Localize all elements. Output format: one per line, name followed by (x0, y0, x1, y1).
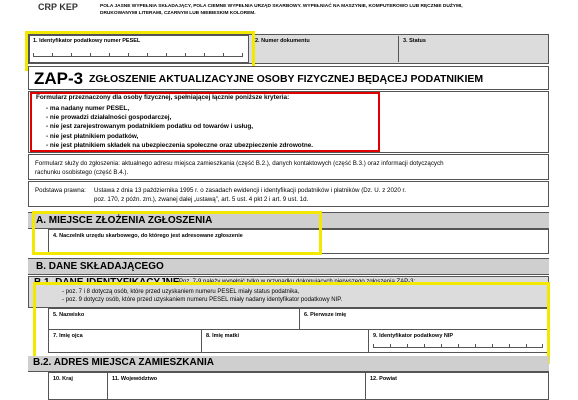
nip-label: 9. Identyfikator podatkowy NIP (373, 333, 454, 339)
title-row (28, 66, 549, 90)
section-b1-bullet-2: - poz. 9 dotyczy osób, które przed uzyskaniem numeru PESEL miały nadany identyfikator podatkowy NIP. (62, 297, 343, 303)
document-number-label: 2. Numer dokumentu (255, 38, 310, 44)
first-name-label: 6. Pierwsze imię (304, 312, 347, 318)
legal-basis-line-2: poz. 170, z późn. zm.), zwanej dalej „ustawą”, art. 5 ust. 4 pkt 2 i art. 9 ust. 1d. (94, 196, 309, 203)
status-label: 3. Status (403, 38, 426, 44)
section-b1-bullet-1: - poz. 7 i 8 dotyczą osób, które przed uzyskaniem numeru PESEL miały status podatnika, (62, 289, 300, 295)
pesel-field-label: 1. Identyfikator podatkowy numer PESEL (33, 38, 141, 44)
form-header (28, 2, 548, 34)
criteria-intro: Formularz przeznaczony dla osoby fizycznej, spełniającej łącznie poniższe kryteria: (36, 94, 290, 101)
instructions-line-1: POLA JASNE WYPEŁNIA SKŁADAJĄCY, POLA CIEMNE WYPEŁNIA URZĄD SKARBOWY. WYPEŁNIAĆ NA MASZYNIE, KOMPUTEROWO LUB RĘCZNIE DUŻYMI, (100, 4, 463, 9)
legal-basis-block (28, 181, 549, 207)
father-name-label: 7. Imię ojca (53, 333, 83, 339)
criteria-list (46, 104, 313, 150)
highlight-pesel (25, 31, 255, 71)
county-field[interactable] (365, 372, 549, 400)
document-number-field (252, 36, 397, 62)
legal-basis-label: Podstawa prawna: (35, 187, 86, 194)
form-symbol: CRP KEP (38, 2, 78, 12)
instructions-line-2: DRUKOWANYMI LITERAMI, CZARNYM LUB NIEBIESKIM KOLOREM. (100, 11, 256, 16)
b2-row-1 (48, 372, 549, 400)
section-b1-title: B.1. DANE IDENTYFIKACYJNE (34, 277, 180, 288)
status-field (398, 36, 549, 62)
voivodeship-field[interactable] (107, 372, 366, 400)
criteria-item: - nie jest płatnikiem składek na ubezpieczenia społeczne oraz ubezpieczenie zdrowotne. (46, 141, 314, 149)
mother-name-label: 8. Imię matki (206, 333, 240, 339)
highlight-section-a (32, 211, 322, 255)
section-a-title: A. MIEJSCE ZŁOŻENIA ZGŁOSZENIA (36, 215, 213, 226)
legal-basis-line-1: Ustawa z dnia 13 października 1995 r. o zasadach ewidencji i identyfikacji podatników i płatników (Dz. U. z 2020 r. (94, 187, 406, 194)
surname-label: 5. Nazwisko (53, 312, 85, 318)
criteria-item: - ma nadany numer PESEL, (46, 105, 130, 112)
purpose-line-2: rachunku osobistego (część B.4.). (35, 169, 129, 176)
criteria-item: - nie jest płatnikiem podatków, (46, 132, 139, 140)
criteria-item: - nie prowadzi działalności gospodarczej, (46, 114, 172, 122)
form-title: ZGŁOSZENIE AKTUALIZACYJNE OSOBY FIZYCZNEJ BĘDĄCEJ PODATNIKIEM (89, 73, 484, 85)
section-b-title: B. DANE SKŁADAJĄCEGO (36, 261, 164, 272)
criteria-item: - nie jest zarejestrowanym podatnikiem podatku od towarów i usług, (46, 123, 254, 131)
country-label: 10. Kraj (53, 376, 73, 382)
section-b-header (28, 258, 549, 275)
voivodeship-label: 11. Województwo (112, 376, 158, 382)
form-code: ZAP-3 (34, 69, 84, 88)
purpose-line-1: Formularz służy do zgłoszenia: aktualnego adresu miejsca zamieszkania (część B.2.), danych kontaktowych (część B.3.) oraz informacji dotyczących (35, 160, 444, 167)
country-field[interactable] (48, 372, 108, 400)
section-b1-note: Poz. 7-9 należy wypełnić tylko w przypadku dokonujących pierwszego zgłoszenia ZAP-3: (179, 279, 416, 285)
tax-office-label: 4. Naczelnik urzędu skarbowego, do którego jest adresowane zgłoszenie (53, 233, 243, 239)
section-b2-title: B.2. ADRES MIEJSCA ZAMIESZKANIA (33, 357, 214, 368)
highlight-section-b1 (33, 282, 550, 364)
purpose-block (28, 154, 549, 180)
section-b2-header (28, 356, 549, 372)
county-label: 12. Powiat (370, 376, 397, 382)
